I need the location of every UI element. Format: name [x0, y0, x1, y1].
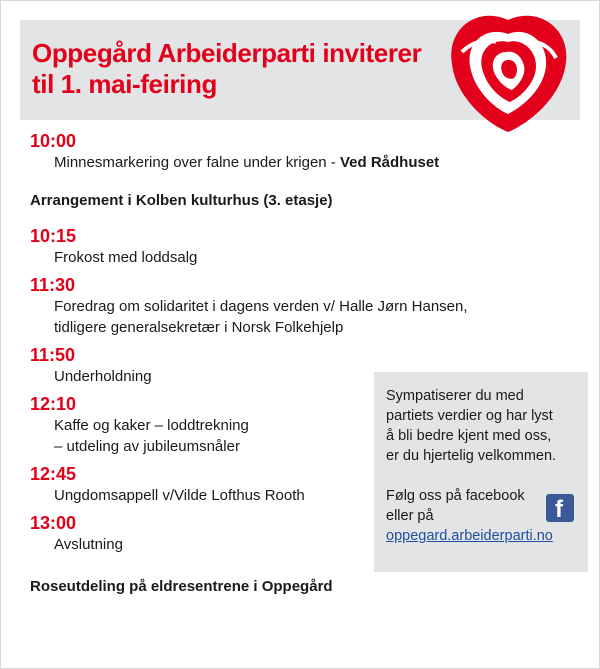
info-sidebox — [374, 372, 588, 572]
facebook-icon[interactable] — [546, 494, 574, 522]
rose-logo-icon — [442, 12, 574, 134]
welcome-line-1: Sympatiserer du med — [386, 388, 524, 404]
time-1210: 12:10 — [30, 394, 77, 414]
event-entertainment: Underholdning — [54, 368, 152, 385]
event-coffee-line1: Kaffe og kaker – loddtrekning — [54, 417, 249, 434]
event-breakfast: Frokost med loddsalg — [54, 249, 198, 266]
page-title — [32, 38, 452, 100]
welcome-line-3: å bli bedre kjent med oss, — [386, 428, 552, 444]
event-youth-appeal: Ungdomsappell v/Vilde Lofthus Rooth — [54, 487, 305, 504]
welcome-line-4: er du hjertelig velkommen. — [386, 448, 557, 464]
time-1300: 13:00 — [30, 513, 77, 533]
title-line-2: til 1. mai-feiring — [32, 69, 217, 99]
event-coffee-line2: – utdeling av jubileumsnåler — [54, 438, 240, 455]
facebook-glyph: f — [555, 496, 563, 523]
welcome-line-2: partiets verdier og har lyst — [386, 408, 553, 424]
time-1000: 10:00 — [30, 131, 77, 151]
time-1130: 11:30 — [30, 275, 76, 295]
time-1150: 11:50 — [30, 345, 76, 365]
event-memorial-text: Minnesmarkering over falne under krigen - — [54, 154, 340, 171]
event-memorial-venue: Ved Rådhuset — [339, 154, 440, 171]
time-1015: 10:15 — [30, 226, 77, 246]
event-memorial — [54, 152, 570, 173]
event-closing: Avslutning — [54, 536, 123, 553]
event-lecture-line2: tidligere generalsekretær i Norsk Folkehjelp — [54, 319, 344, 336]
follow-line-2: eller på — [386, 508, 434, 524]
title-line-1: Oppegård Arbeiderparti inviterer — [32, 38, 422, 68]
footer-rose-distribution: Roseutdeling på eldresentrene i Oppegård — [30, 578, 333, 595]
time-1245: 12:45 — [30, 464, 77, 484]
website-link[interactable]: oppegard.arbeiderparti.no — [386, 528, 553, 544]
section-kolben: Arrangement i Kolben kulturhus (3. etasje) — [30, 192, 333, 209]
follow-line-1: Følg oss på facebook — [386, 488, 525, 504]
event-lecture-line1: Foredrag om solidaritet i dagens verden v/ Halle Jørn Hansen, — [54, 298, 468, 315]
